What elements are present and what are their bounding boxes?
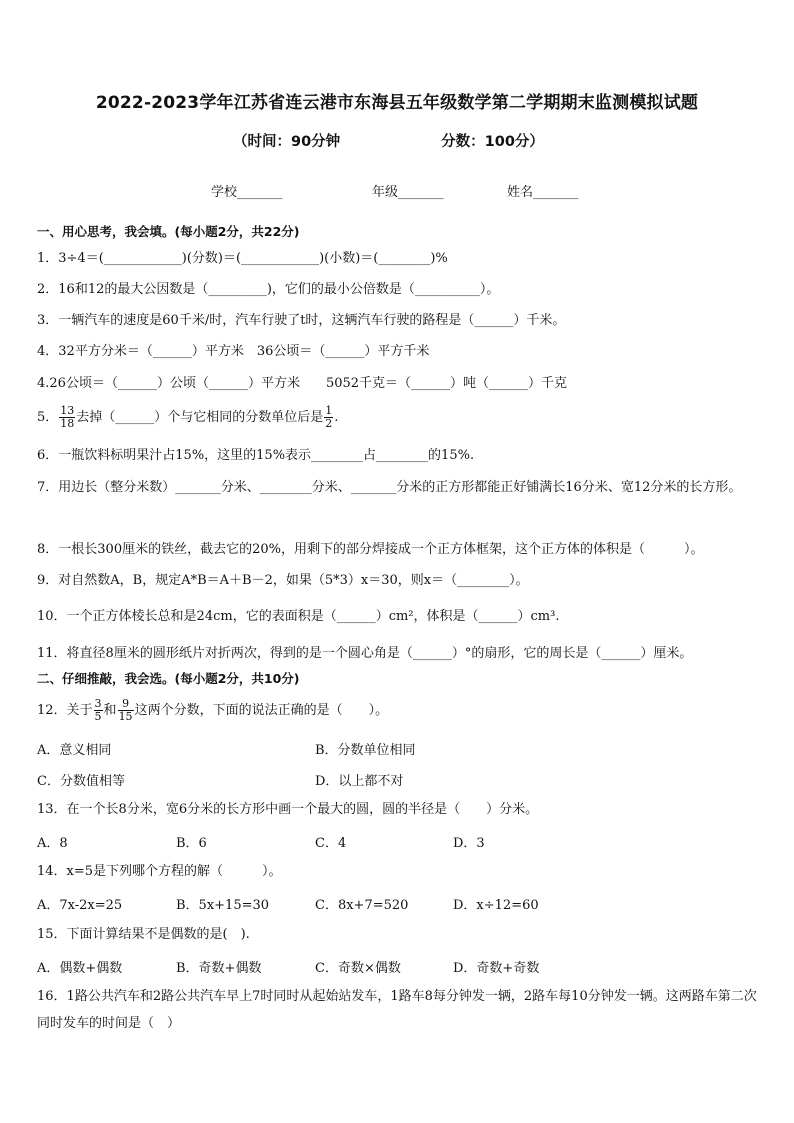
question-8: 8．一根长300厘米的铁丝，截去它的20%，用剩下的部分焊接成一个正方体框架，这个正方体的体积是（ ）。 (37, 542, 704, 557)
exam-subtitle (233, 130, 544, 151)
question-13: 13．在一个长8分米，宽6分米的长方形中画一个最大的圆，圆的半径是（ ）分米。 (37, 802, 539, 817)
question-6: 6．一瓶饮料标明果汁占15%，这里的15%表示________占________的15%. (37, 448, 475, 463)
question-11: 11．将直径8厘米的圆形纸片对折两次，得到的是一个圆心角是（______）°的扇形，它的周长是（______）厘米。 (37, 646, 693, 661)
question-15: 15．下面计算结果不是偶数的是( ). (37, 927, 250, 942)
question-9: 9．对自然数A，B，规定A*B＝A＋B－2，如果（5*3）x＝30，则x＝（________）。 (37, 573, 529, 588)
option-d[interactable]: D．以上都不对 (315, 774, 404, 789)
option-a[interactable]: A．8 (37, 836, 68, 851)
option-a[interactable]: A．偶数+偶数 (37, 961, 123, 976)
school-field[interactable]: 学校_______ (211, 185, 283, 200)
exam-time: （时间：90分钟 (233, 134, 341, 150)
question-7: 7．用边长（整分米数）_______分米、________分米、_______分米的正方形都能正好铺满长16分米、宽12分米的长方形。 (37, 480, 742, 495)
option-a[interactable]: A．7x-2x=25 (37, 898, 123, 913)
section-heading: 二、仔细推敲，我会选。(每小题2分，共10分) (37, 671, 300, 686)
exam-score: 分数：100分） (441, 134, 544, 150)
fraction: $\frac{1}{2}$ (325, 404, 333, 430)
question-4: 4．32平方分米＝（______）平方米 36公顷＝（______）平方千米 (37, 344, 430, 359)
section-heading: 一、用心思考，我会填。(每小题2分，共22分) (37, 224, 300, 239)
fraction: $\frac{9}{15}$ (118, 697, 133, 723)
question-5: 5． $\frac{13}{18}$ 去掉（______）个与它相同的分数单位后是 $\frac{1}{2}$ . (37, 404, 339, 430)
option-c[interactable]: C．8x+7=520 (315, 898, 409, 913)
option-d[interactable]: D．x÷12=60 (453, 898, 539, 913)
question-1: 1．3÷4＝(____________)(分数)＝(____________)(小数)＝(________)% (37, 251, 448, 266)
option-c[interactable]: C．奇数×偶数 (315, 961, 401, 976)
question-12: 12．关于 $\frac{3}{5}$ 和 $\frac{9}{15}$ 这两个分数，下面的说法正确的是（ ）。 (37, 697, 389, 723)
option-d[interactable]: D．奇数+奇数 (453, 961, 540, 976)
option-a[interactable]: A．意义相同 (37, 743, 112, 758)
question-4-continued: 4.26公顷＝（______）公顷（______）平方米 5052千克＝（______）吨（______）千克 (37, 376, 568, 391)
option-b[interactable]: B．6 (176, 836, 207, 851)
option-c[interactable]: C．分数值相等 (37, 774, 125, 789)
grade-field[interactable]: 年级_______ (372, 185, 444, 200)
question-2: 2．16和12的最大公因数是（_________)，它们的最小公倍数是（__________）。 (37, 282, 500, 297)
option-b[interactable]: B．5x+15=30 (176, 898, 270, 913)
page-title: 2022-2023学年江苏省连云港市东海县五年级数学第二学期期末监测模拟试题 (95, 93, 699, 113)
option-d[interactable]: D．3 (453, 836, 485, 851)
name-field[interactable]: 姓名_______ (507, 185, 579, 200)
option-b[interactable]: B．奇数+偶数 (176, 961, 262, 976)
question-3: 3．一辆汽车的速度是60千米/时，汽车行驶了t时，这辆汽车行驶的路程是（______）千米。 (37, 313, 566, 328)
fraction: $\frac{3}{5}$ (94, 697, 102, 723)
question-16: 16．1路公共汽车和2路公共汽车早上7时同时从起始站发车，1路车8每分钟发一辆，2路车每10分钟发一辆。这两路车第二次同时发车的时间是（ ） (37, 989, 757, 1031)
option-b[interactable]: B．分数单位相同 (315, 743, 416, 758)
option-c[interactable]: C．4 (315, 836, 347, 851)
fraction: $\frac{13}{18}$ (60, 404, 75, 430)
question-10: 10．一个正方体棱长总和是24cm，它的表面积是（______）cm²，体积是（______）cm³. (37, 609, 560, 624)
question-14: 14．x=5是下列哪个方程的解（ ）。 (37, 864, 282, 879)
